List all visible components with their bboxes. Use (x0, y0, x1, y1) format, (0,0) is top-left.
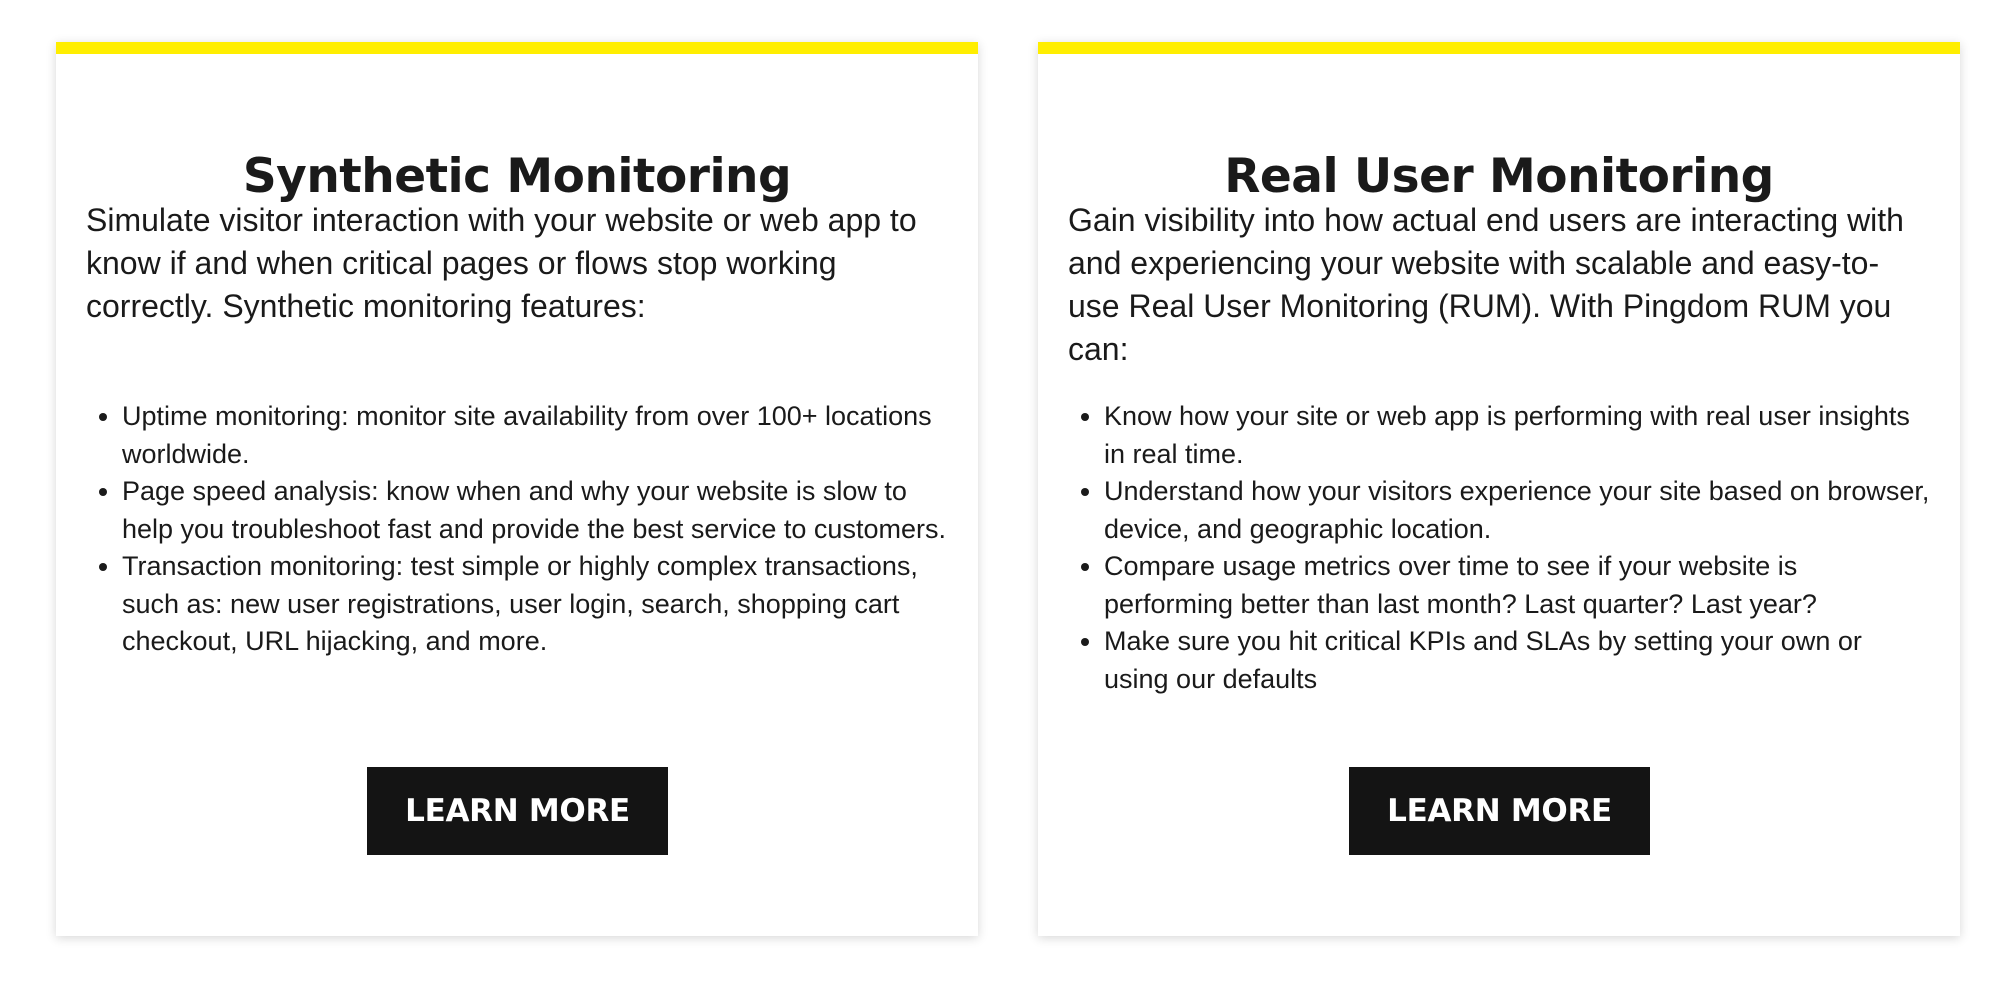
list-item: • Know how your site or web app is performing with real user insights in real time. (1104, 398, 1930, 473)
card-title: Real User Monitoring (1224, 149, 1774, 204)
list-item: • Compare usage metrics over time to see if your website is performing better than last month? Last quarter? Last year? (1104, 548, 1930, 623)
list-item: • Transaction monitoring: test simple or highly complex transactions, such as: new user registrations, user login, search, shopping cart checkout, URL hijacking, and more. (122, 548, 948, 661)
list-item: • Make sure you hit critical KPIs and SLAs by setting your own or using our defaults (1104, 623, 1930, 698)
synthetic-monitoring-card (56, 42, 978, 936)
real-user-monitoring-card (1038, 42, 1960, 936)
list-item: • Page speed analysis: know when and why your website is slow to help you troubleshoot fast and provide the best service to customers. (122, 473, 948, 548)
list-item: • Understand how your visitors experience your site based on browser, device, and geographic location. (1104, 473, 1930, 548)
learn-more-button[interactable]: LEARN MORE (367, 767, 668, 855)
card-intro: Simulate visitor interaction with your website or web app to know if and when critical pages or flows stop working correctly. Synthetic monitoring features: (86, 202, 917, 324)
card-intro: Gain visibility into how actual end users are interacting with and experiencing your website with scalable and easy-to-use Real User Monitoring (RUM). With Pingdom RUM you can: (1068, 202, 1904, 367)
feature-list (86, 398, 948, 661)
card-accent-bar (1038, 42, 1960, 54)
feature-list (1068, 398, 1930, 698)
card-title: Synthetic Monitoring (242, 149, 792, 204)
list-item: • Uptime monitoring: monitor site availability from over 100+ locations worldwide. (122, 398, 948, 473)
card-accent-bar (56, 42, 978, 54)
learn-more-button[interactable]: LEARN MORE (1349, 767, 1650, 855)
